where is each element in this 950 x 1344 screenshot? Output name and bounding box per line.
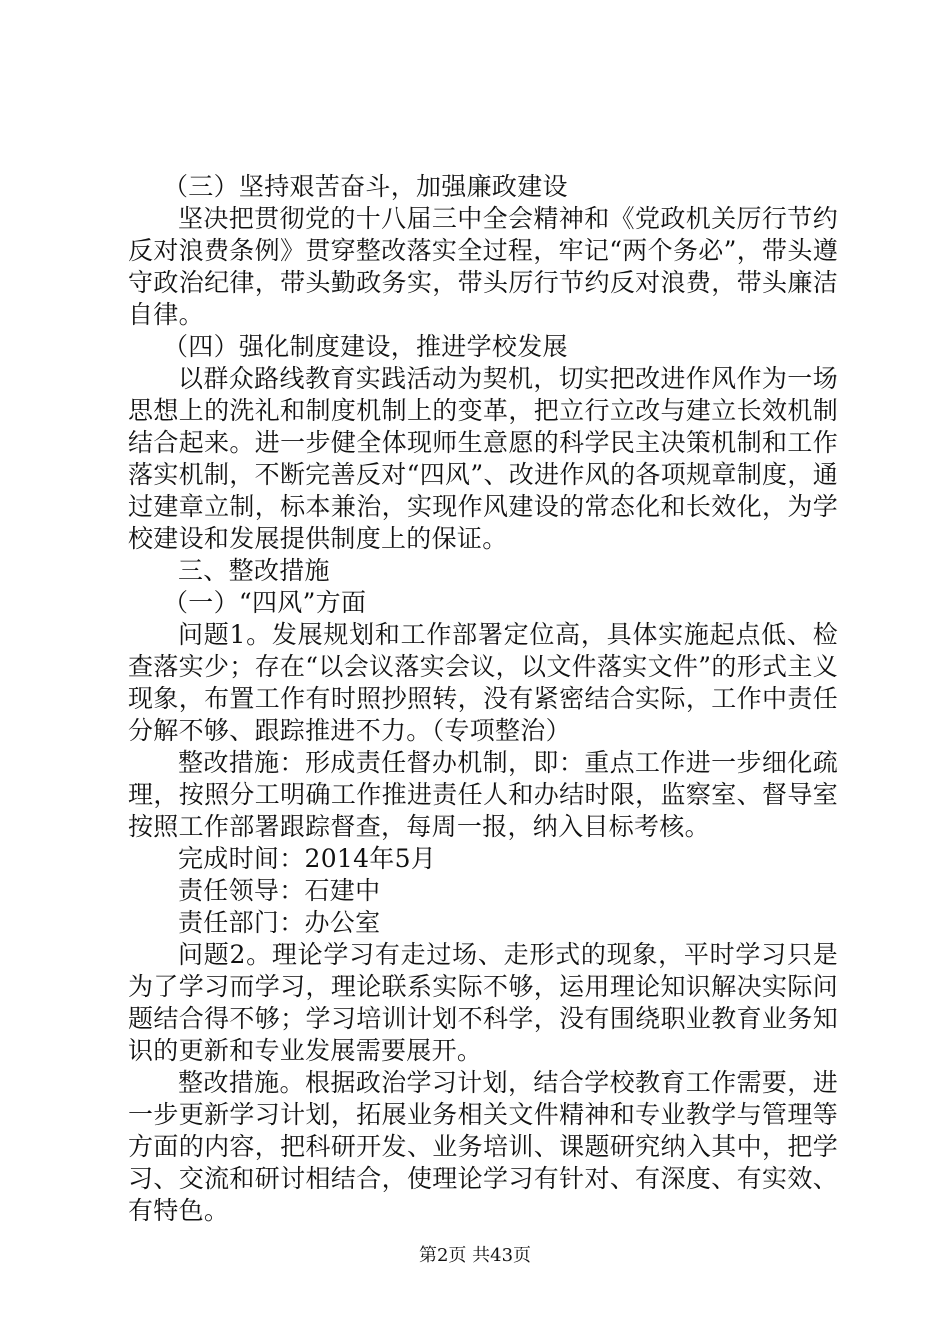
paragraph: 以群众路线教育实践活动为契机，切实把改进作风作为一场思想上的洗礼和制度机制上的变革，把立行立改与建立长效机制结合起来。进一步健全体现师生意愿的科学民主决策机制和工作落实机制，不断完善反对“四风”、改进作风的各项规章制度，通过建章立制，标本兼治，实现作风建设的常态化和长效化，为学校建设和发展提供制度上的保证。 <box>128 364 838 553</box>
problem-2: 问题2。理论学习有走过场、走形式的现象，平时学习只是为了学习而学习，理论联系实际不够，运用理论知识解决实际问题结合得不够；学习培训计划不科学，没有围绕职业教育业务知识的更新和专业发展需要展开。 <box>128 940 838 1065</box>
document-body <box>128 171 838 1227</box>
section-heading-4: （四）强化制度建设，推进学校发展 <box>163 332 568 361</box>
paragraph: 坚决把贯彻党的十八届三中全会精神和《党政机关厉行节约反对浪费条例》贯穿整改落实全过程，牢记“两个务必”，带头遵守政治纪律，带头勤政务实，带头厉行节约反对浪费，带头廉洁自律。 <box>128 204 838 329</box>
problem-1: 问题1。发展规划和工作部署定位高，具体实施起点低、检查落实少；存在“以会议落实会议，以文件落实文件”的形式主义现象，布置工作有时照抄照转，没有紧密结合实际，工作中责任分解不够、跟踪推进不力。（专项整治） <box>128 620 838 745</box>
measure-1: 整改措施：形成责任督办机制，即：重点工作进一步细化疏理，按照分工明确工作推进责任人和办结时限，监察室、督导室按照工作部署跟踪督查，每周一报，纳入目标考核。 <box>128 748 838 841</box>
section-heading-measures: 三、整改措施 <box>178 556 330 585</box>
subsection-heading-four-winds: （一）“四风”方面 <box>163 588 367 617</box>
page-footer: 第2页 共43页 <box>418 1245 532 1266</box>
responsible-leader: 责任领导：石建中 <box>178 876 381 905</box>
measure-2: 整改措施。根据政治学习计划，结合学校教育工作需要，进一步更新学习计划，拓展业务相关文件精神和专业教学与管理等方面的内容，把科研开发、业务培训、课题研究纳入其中，把学习、交流和研讨相结合，使理论学习有针对、有深度、有实效、有特色。 <box>128 1068 838 1225</box>
section-heading-3: （三）坚持艰苦奋斗，加强廉政建设 <box>163 172 568 201</box>
responsible-department: 责任部门：办公室 <box>178 908 381 937</box>
completion-time: 完成时间：2014年5月 <box>178 844 437 873</box>
